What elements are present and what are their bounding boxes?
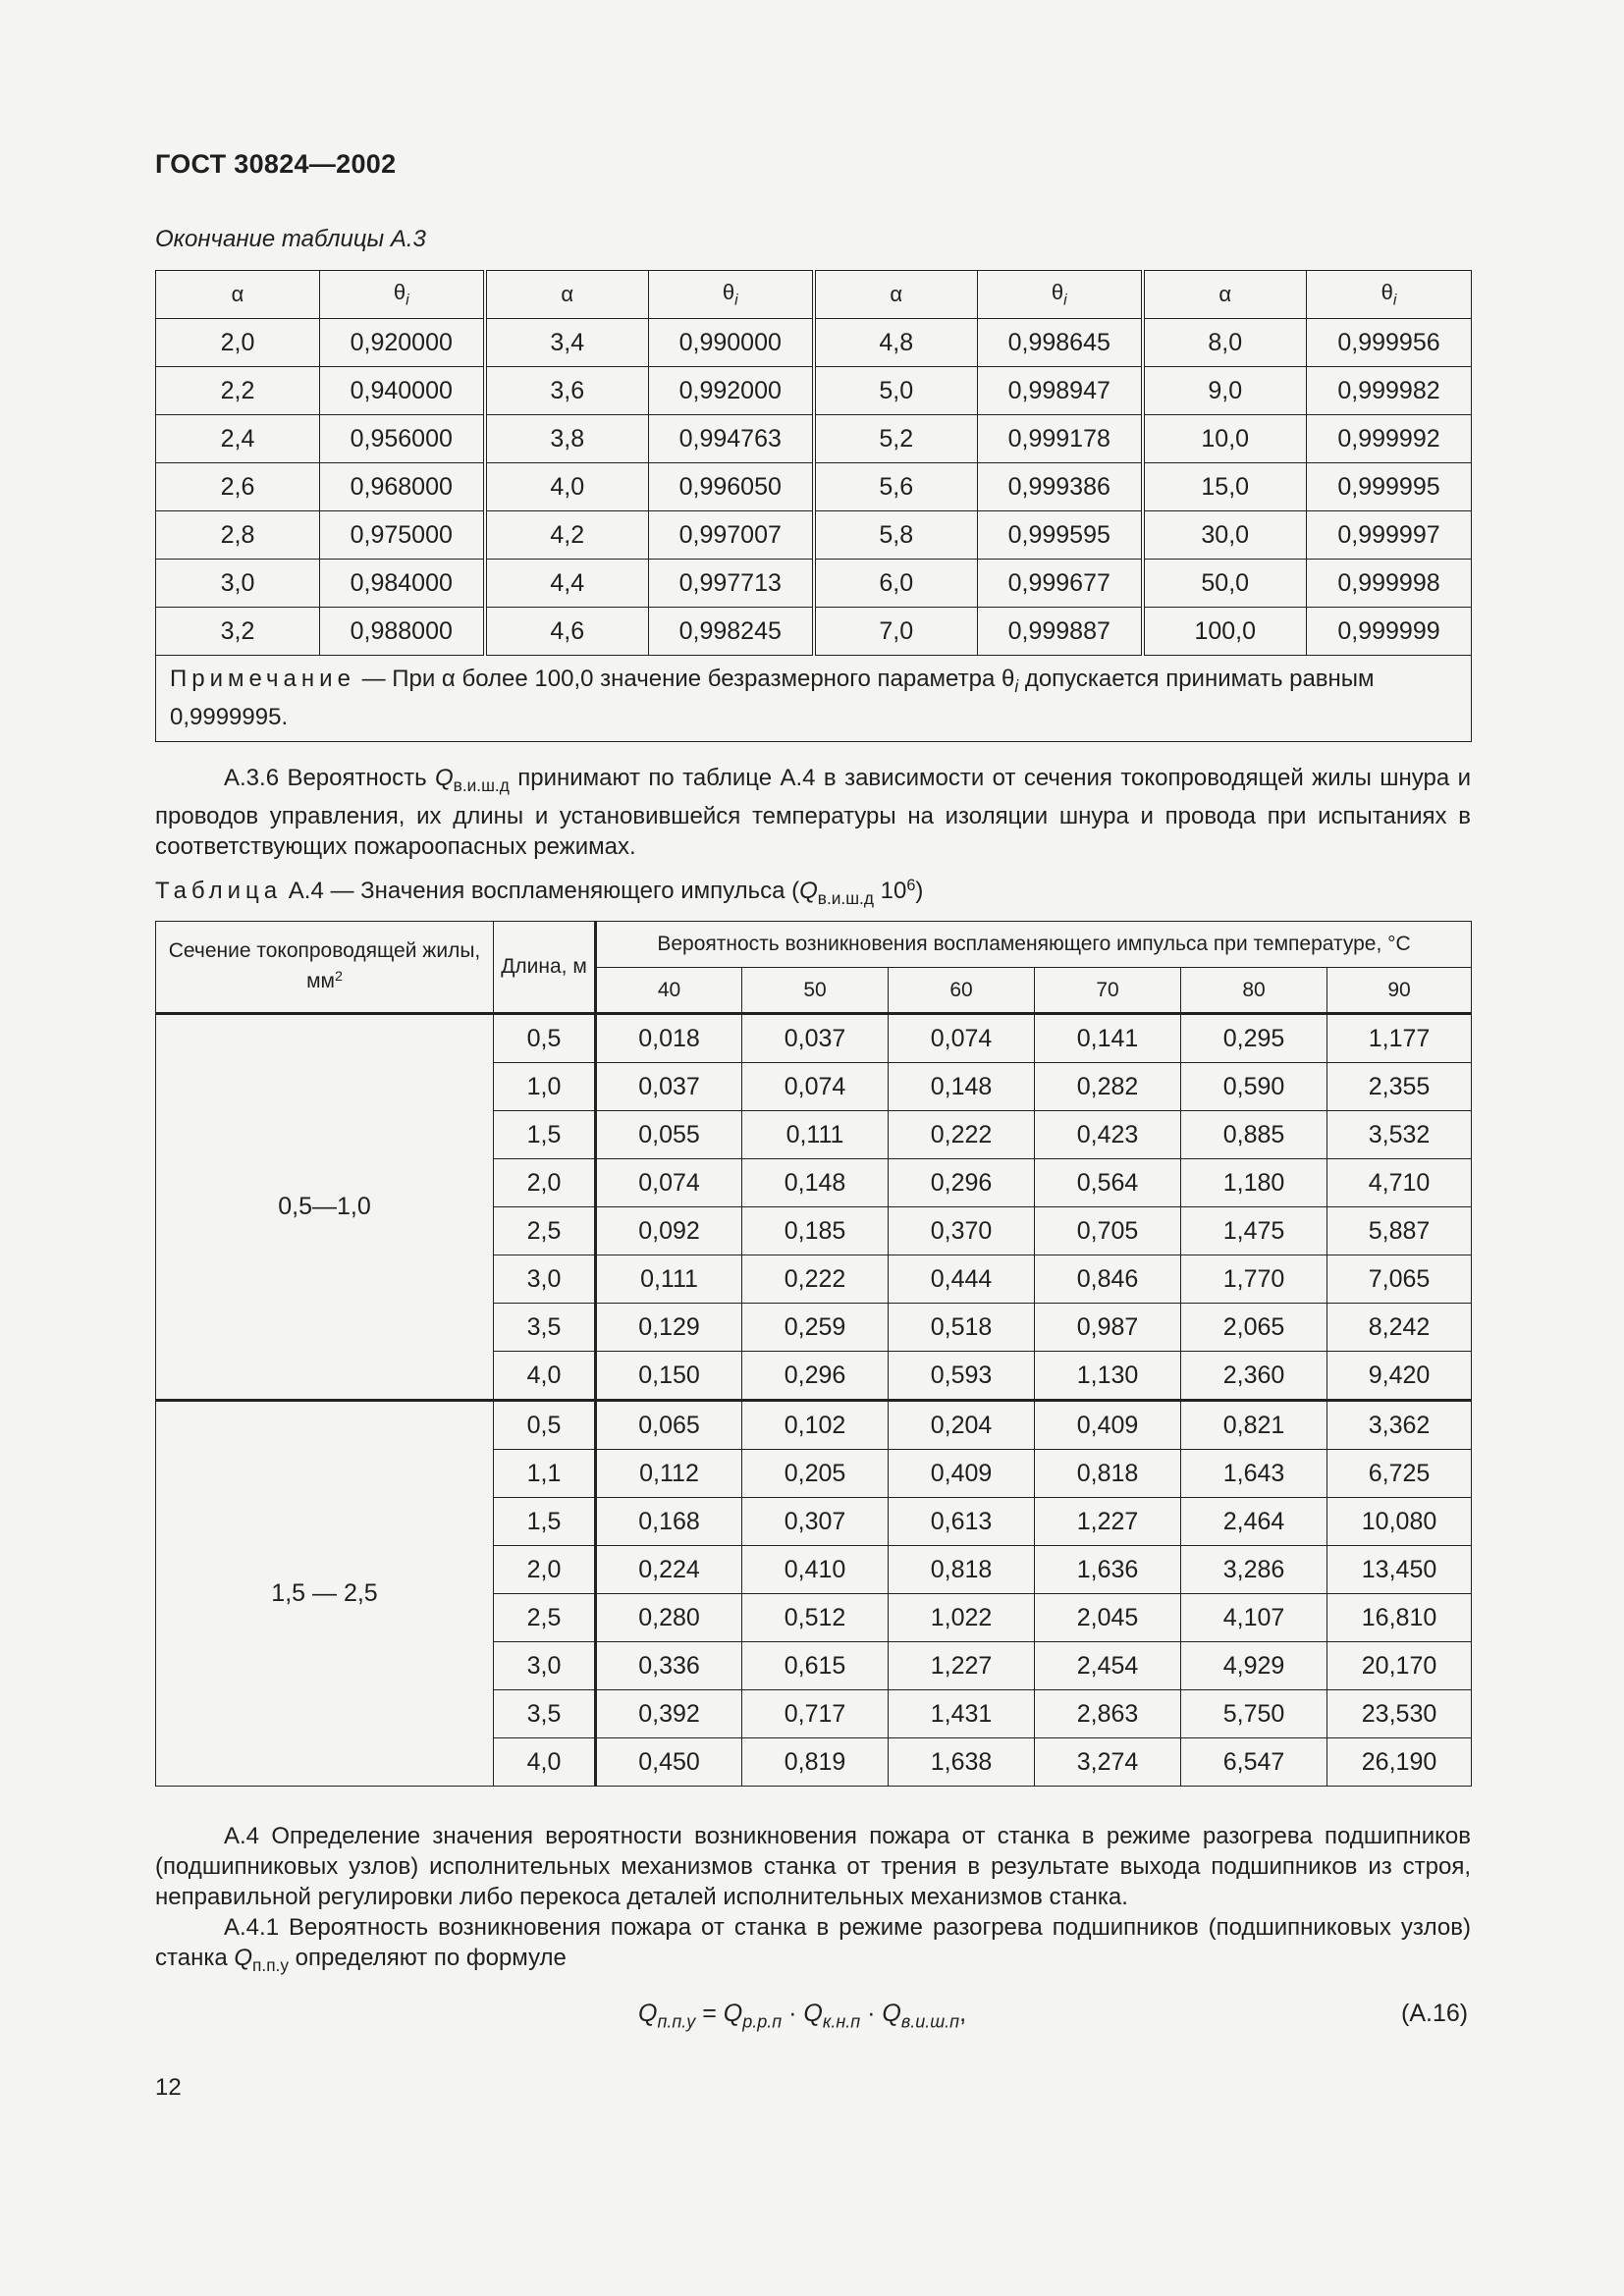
table-cell: 0,984000 xyxy=(320,560,485,608)
length-cell: 1,0 xyxy=(494,1063,596,1111)
table-cell: 0,150 xyxy=(596,1352,742,1401)
table-cell: 0,987 xyxy=(1035,1304,1181,1352)
table-cell: 1,643 xyxy=(1181,1450,1327,1498)
table-cell: 5,8 xyxy=(814,511,978,560)
note-label: Примечание xyxy=(170,666,355,692)
table-a4 xyxy=(155,921,1472,1787)
table-cell: 0,296 xyxy=(742,1352,889,1401)
table-cell: 3,2 xyxy=(156,608,320,656)
table-cell: 6,725 xyxy=(1327,1450,1472,1498)
table-cell: 0,092 xyxy=(596,1207,742,1255)
table-cell: 0,998947 xyxy=(978,367,1143,415)
header-temp: 90 xyxy=(1327,968,1472,1014)
table-cell: 0,450 xyxy=(596,1738,742,1787)
table-cell: 4,8 xyxy=(814,319,978,367)
table-cell: 0,999997 xyxy=(1307,511,1472,560)
table-cell: 0,717 xyxy=(742,1690,889,1738)
table-cell: 0,885 xyxy=(1181,1111,1327,1159)
table-row xyxy=(156,415,1472,463)
table-cell: 0,590 xyxy=(1181,1063,1327,1111)
length-cell: 2,5 xyxy=(494,1594,596,1642)
table-cell: 16,810 xyxy=(1327,1594,1472,1642)
table-cell: 0,996050 xyxy=(649,463,814,511)
table-cell: 0,990000 xyxy=(649,319,814,367)
theta-symbol: θ xyxy=(1380,279,1393,304)
table-cell: 0,111 xyxy=(596,1255,742,1304)
length-cell: 3,5 xyxy=(494,1690,596,1738)
table-cell: 0,111 xyxy=(742,1111,889,1159)
table-cell: 2,2 xyxy=(156,367,320,415)
table-cell: 23,530 xyxy=(1327,1690,1472,1738)
table-cell: 0,999386 xyxy=(978,463,1143,511)
table-cell: 26,190 xyxy=(1327,1738,1472,1787)
table-cell: 0,819 xyxy=(742,1738,889,1787)
section-cell: 1,5 — 2,5 xyxy=(156,1401,494,1787)
table-cell: 0,102 xyxy=(742,1401,889,1450)
table-cell: 1,431 xyxy=(889,1690,1035,1738)
table-cell: 0,307 xyxy=(742,1498,889,1546)
table-cell: 0,392 xyxy=(596,1690,742,1738)
table-cell: 0,280 xyxy=(596,1594,742,1642)
table-cell: 3,8 xyxy=(485,415,649,463)
table-cell: 0,593 xyxy=(889,1352,1035,1401)
table-cell: 0,999595 xyxy=(978,511,1143,560)
length-cell: 3,5 xyxy=(494,1304,596,1352)
table-cell: 9,420 xyxy=(1327,1352,1472,1401)
table-cell: 1,022 xyxy=(889,1594,1035,1642)
table-cell: 0,222 xyxy=(889,1111,1035,1159)
table-cell: 0,410 xyxy=(742,1546,889,1594)
table-cell: 0,992000 xyxy=(649,367,814,415)
table-cell: 0,112 xyxy=(596,1450,742,1498)
table-cell: 4,929 xyxy=(1181,1642,1327,1690)
table-cell: 15,0 xyxy=(1143,463,1307,511)
table-a3 xyxy=(155,270,1472,742)
table-cell: 0,018 xyxy=(596,1014,742,1063)
table-cell: 13,450 xyxy=(1327,1546,1472,1594)
table-cell: 4,710 xyxy=(1327,1159,1472,1207)
table-cell: 2,065 xyxy=(1181,1304,1327,1352)
table-cell: 0,148 xyxy=(889,1063,1035,1111)
table-cell: 0,055 xyxy=(596,1111,742,1159)
table-cell: 2,8 xyxy=(156,511,320,560)
length-cell: 0,5 xyxy=(494,1014,596,1063)
table-cell: 0,615 xyxy=(742,1642,889,1690)
table-cell: 0,168 xyxy=(596,1498,742,1546)
table-cell: 100,0 xyxy=(1143,608,1307,656)
theta-symbol: θ xyxy=(393,279,406,304)
table-cell: 30,0 xyxy=(1143,511,1307,560)
header-theta xyxy=(649,271,814,319)
note-text-end: допускается принимать равным 0,9999995. xyxy=(170,666,1375,731)
table-cell: 0,940000 xyxy=(320,367,485,415)
table-note-row xyxy=(156,656,1472,742)
table-cell: 1,475 xyxy=(1181,1207,1327,1255)
table-cell: 2,355 xyxy=(1327,1063,1472,1111)
table-header-row xyxy=(156,271,1472,319)
length-cell: 4,0 xyxy=(494,1738,596,1787)
table-cell: 0,409 xyxy=(889,1450,1035,1498)
table-cell: 2,4 xyxy=(156,415,320,463)
paragraph-a41: А.4.1 Вероятность возникновения пожара от станка в режиме разогрева подшипников (подшипниковых узлов) станка $Q_{п.п.у}$ определяют по формуле xyxy=(155,1914,1471,1976)
header-length: Длина, м xyxy=(494,922,596,1014)
table-cell: 0,204 xyxy=(889,1401,1035,1450)
length-cell: 3,0 xyxy=(494,1642,596,1690)
table-cell: 0,818 xyxy=(1035,1450,1181,1498)
formula-a16: $Q_{п.п.у} = Q_{р.р.п} \cdot Q_{к.н.п} \cdot Q_{в.и.ш.п}$, xyxy=(638,2000,967,2032)
table-cell: 4,4 xyxy=(485,560,649,608)
theta-symbol: θ xyxy=(1051,279,1064,304)
table-cell: 5,0 xyxy=(814,367,978,415)
table-cell: 0,148 xyxy=(742,1159,889,1207)
table-cell: 10,080 xyxy=(1327,1498,1472,1546)
table-row xyxy=(156,463,1472,511)
table-cell: 8,0 xyxy=(1143,319,1307,367)
table-cell: 10,0 xyxy=(1143,415,1307,463)
theta-subscript: i xyxy=(406,292,409,309)
table-cell: 20,170 xyxy=(1327,1642,1472,1690)
table-cell: 5,2 xyxy=(814,415,978,463)
table-cell: 1,638 xyxy=(889,1738,1035,1787)
table-cell: 0,998245 xyxy=(649,608,814,656)
table-cell: 4,6 xyxy=(485,608,649,656)
header-alpha: α xyxy=(485,271,649,319)
table-cell: 0,444 xyxy=(889,1255,1035,1304)
table-header-row xyxy=(156,922,1472,968)
table-cell: 7,0 xyxy=(814,608,978,656)
table-cell: 2,863 xyxy=(1035,1690,1181,1738)
note-text: — При α более 100,0 значение безразмерного параметра θ xyxy=(354,666,1015,692)
table-cell: 0,613 xyxy=(889,1498,1035,1546)
table-cell: 4,2 xyxy=(485,511,649,560)
document-header: ГОСТ 30824—2002 xyxy=(155,149,397,179)
table-cell: 0,994763 xyxy=(649,415,814,463)
table-cell: 0,997007 xyxy=(649,511,814,560)
length-cell: 1,5 xyxy=(494,1498,596,1546)
table-note xyxy=(156,656,1472,742)
table-cell: 0,259 xyxy=(742,1304,889,1352)
length-cell: 2,0 xyxy=(494,1159,596,1207)
table-cell: 4,107 xyxy=(1181,1594,1327,1642)
table-cell: 0,998645 xyxy=(978,319,1143,367)
table-cell: 0,222 xyxy=(742,1255,889,1304)
theta-subscript: i xyxy=(734,292,738,309)
header-section-sup: 2 xyxy=(334,969,343,986)
note-subscript: i xyxy=(1014,676,1019,697)
table-cell: 0,999178 xyxy=(978,415,1143,463)
length-cell: 2,0 xyxy=(494,1546,596,1594)
section-cell: 0,5—1,0 xyxy=(156,1014,494,1401)
table-cell: 0,518 xyxy=(889,1304,1035,1352)
table-cell: 4,0 xyxy=(485,463,649,511)
page-number: 12 xyxy=(155,2074,182,2101)
table-cell: 0,999999 xyxy=(1307,608,1472,656)
table-row xyxy=(156,319,1472,367)
header-alpha: α xyxy=(156,271,320,319)
table-row xyxy=(156,1401,1472,1450)
table-cell: 0,999992 xyxy=(1307,415,1472,463)
table-cell: 3,4 xyxy=(485,319,649,367)
table-cell: 5,750 xyxy=(1181,1690,1327,1738)
table-row xyxy=(156,511,1472,560)
table-cell: 3,6 xyxy=(485,367,649,415)
table-cell: 0,129 xyxy=(596,1304,742,1352)
table-cell: 6,547 xyxy=(1181,1738,1327,1787)
table-cell: 3,0 xyxy=(156,560,320,608)
table-row xyxy=(156,1014,1472,1063)
header-section-text: Сечение токопроводящей жилы, мм xyxy=(168,939,481,993)
table-cell: 0,988000 xyxy=(320,608,485,656)
table-cell: 0,999956 xyxy=(1307,319,1472,367)
theta-subscript: i xyxy=(1063,292,1067,309)
length-cell: 2,5 xyxy=(494,1207,596,1255)
table-cell: 0,296 xyxy=(889,1159,1035,1207)
table-cell: 0,999998 xyxy=(1307,560,1472,608)
theta-symbol: θ xyxy=(722,279,735,304)
table-cell: 2,045 xyxy=(1035,1594,1181,1642)
table-cell: 0,224 xyxy=(596,1546,742,1594)
table-cell: 0,564 xyxy=(1035,1159,1181,1207)
table-cell: 0,409 xyxy=(1035,1401,1181,1450)
header-theta xyxy=(1307,271,1472,319)
table-cell: 0,282 xyxy=(1035,1063,1181,1111)
table-cell: 1,177 xyxy=(1327,1014,1472,1063)
table-cell: 0,074 xyxy=(889,1014,1035,1063)
header-temp: 50 xyxy=(742,968,889,1014)
table-cell: 0,370 xyxy=(889,1207,1035,1255)
table-cell: 3,362 xyxy=(1327,1401,1472,1450)
header-section xyxy=(156,922,494,1014)
header-alpha: α xyxy=(1143,271,1307,319)
header-theta xyxy=(320,271,485,319)
table-cell: 0,999677 xyxy=(978,560,1143,608)
table-cell: 0,997713 xyxy=(649,560,814,608)
table-cell: 3,274 xyxy=(1035,1738,1181,1787)
table-cell: 0,295 xyxy=(1181,1014,1327,1063)
table-cell: 5,887 xyxy=(1327,1207,1472,1255)
header-temp: 70 xyxy=(1035,968,1181,1014)
table-cell: 1,770 xyxy=(1181,1255,1327,1304)
table-cell: 2,454 xyxy=(1035,1642,1181,1690)
header-temp: 60 xyxy=(889,968,1035,1014)
table-cell: 2,464 xyxy=(1181,1498,1327,1546)
table-row xyxy=(156,560,1472,608)
table-cell: 0,821 xyxy=(1181,1401,1327,1450)
table-cell: 0,205 xyxy=(742,1450,889,1498)
header-temp: 80 xyxy=(1181,968,1327,1014)
table-cell: 0,968000 xyxy=(320,463,485,511)
header-alpha: α xyxy=(814,271,978,319)
table-cell: 2,360 xyxy=(1181,1352,1327,1401)
table-row xyxy=(156,608,1472,656)
table-a4-caption: Таблица А.4 — Значения воспламеняющего импульса ($Q_{в.и.ш.д}$ $10^6$) xyxy=(155,877,924,909)
table-cell: 1,180 xyxy=(1181,1159,1327,1207)
table-cell: 2,6 xyxy=(156,463,320,511)
table-cell: 0,705 xyxy=(1035,1207,1181,1255)
length-cell: 3,0 xyxy=(494,1255,596,1304)
header-probability: Вероятность возникновения воспламеняющего импульса при температуре, °С xyxy=(596,922,1472,968)
table-cell: 0,074 xyxy=(596,1159,742,1207)
table-cell: 0,920000 xyxy=(320,319,485,367)
table-cell: 0,141 xyxy=(1035,1014,1181,1063)
table-row xyxy=(156,367,1472,415)
length-cell: 1,1 xyxy=(494,1450,596,1498)
formula-number: (А.16) xyxy=(1401,2000,1469,2027)
table-cell: 9,0 xyxy=(1143,367,1307,415)
paragraph-a36: А.3.6 Вероятность $Q_{в.и.ш.д}$ принимают по таблице А.4 в зависимости от сечения токопроводящей жилы шнура и проводов управления, их длины и установившейся температуры на изоляции шнура и провода при испытаниях в соответствующих пожароопасных режимах. xyxy=(155,765,1472,861)
table-cell: 0,846 xyxy=(1035,1255,1181,1304)
table-cell: 0,818 xyxy=(889,1546,1035,1594)
table-cell: 0,185 xyxy=(742,1207,889,1255)
table-cell: 0,999982 xyxy=(1307,367,1472,415)
table-cell: 0,423 xyxy=(1035,1111,1181,1159)
table-cell: 5,6 xyxy=(814,463,978,511)
table-cell: 1,227 xyxy=(889,1642,1035,1690)
table-cell: 7,065 xyxy=(1327,1255,1472,1304)
header-temp: 40 xyxy=(596,968,742,1014)
table-cell: 0,956000 xyxy=(320,415,485,463)
table-cell: 0,999995 xyxy=(1307,463,1472,511)
paragraph-a4: А.4 Определение значения вероятности возникновения пожара от станка в режиме разогрева подшипников (подшипниковых узлов) исполнительных механизмов станка от трения в результате выхода подшипников из строя, неправильной регулировки либо перекоса деталей исполнительных механизмов станка. xyxy=(155,1823,1471,1910)
table-cell: 0,975000 xyxy=(320,511,485,560)
table-cell: 3,532 xyxy=(1327,1111,1472,1159)
table-cell: 0,065 xyxy=(596,1401,742,1450)
table-cell: 2,0 xyxy=(156,319,320,367)
table-cell: 6,0 xyxy=(814,560,978,608)
table-cell: 1,130 xyxy=(1035,1352,1181,1401)
table-cell: 8,242 xyxy=(1327,1304,1472,1352)
table-cell: 0,037 xyxy=(742,1014,889,1063)
table-cell: 0,074 xyxy=(742,1063,889,1111)
table-cell: 0,037 xyxy=(596,1063,742,1111)
table-cell: 0,999887 xyxy=(978,608,1143,656)
table-cell: 0,336 xyxy=(596,1642,742,1690)
length-cell: 4,0 xyxy=(494,1352,596,1401)
table-cell: 0,512 xyxy=(742,1594,889,1642)
length-cell: 0,5 xyxy=(494,1401,596,1450)
table-continuation-caption: Окончание таблицы А.3 xyxy=(155,226,426,252)
table-cell: 50,0 xyxy=(1143,560,1307,608)
length-cell: 1,5 xyxy=(494,1111,596,1159)
header-theta xyxy=(978,271,1143,319)
theta-subscript: i xyxy=(1392,292,1397,309)
table-cell: 1,227 xyxy=(1035,1498,1181,1546)
table-cell: 1,636 xyxy=(1035,1546,1181,1594)
table-cell: 3,286 xyxy=(1181,1546,1327,1594)
